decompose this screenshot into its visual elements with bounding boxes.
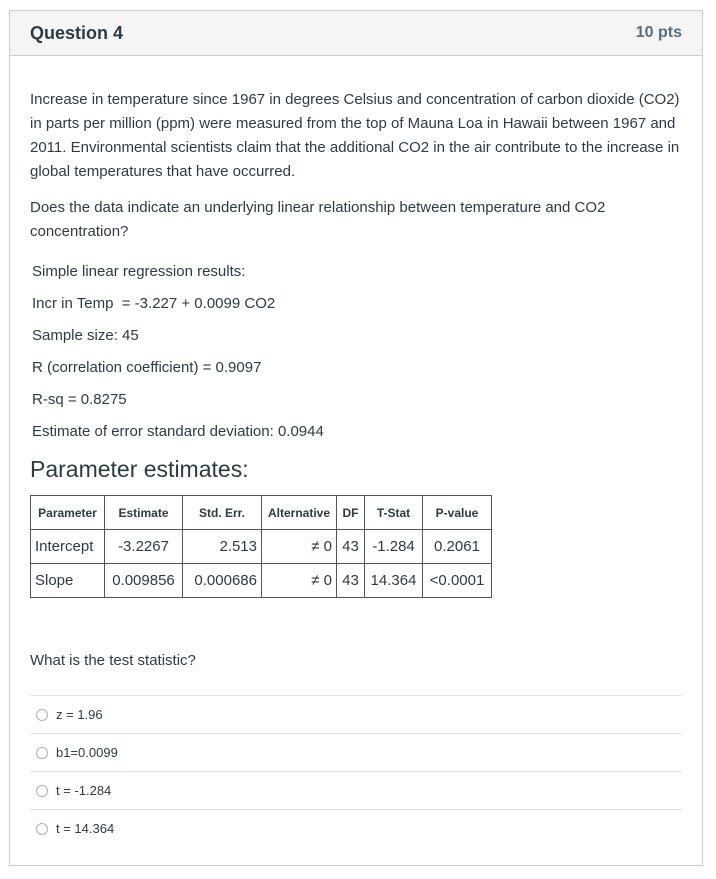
table-cell: Slope <box>31 564 105 598</box>
table-cell: ≠ 0 <box>262 530 337 564</box>
question-points: 10 pts <box>635 24 682 41</box>
col-header: T-Stat <box>365 496 423 530</box>
table-cell: <0.0001 <box>423 564 492 598</box>
answer-option[interactable] <box>30 695 682 733</box>
correlation-coefficient: R (correlation coefficient) = 0.9097 <box>32 359 262 376</box>
table-cell: 0.2061 <box>423 530 492 564</box>
answer-label: t = 14.364 <box>56 821 115 836</box>
table-cell: 14.364 <box>365 564 423 598</box>
table-cell: -1.284 <box>365 530 423 564</box>
answer-list <box>30 695 682 847</box>
regression-equation: Incr in Temp = -3.227 + 0.0099 CO2 <box>32 295 276 312</box>
answer-label: z = 1.96 <box>56 707 103 722</box>
table-cell: -3.2267 <box>105 530 183 564</box>
answer-option[interactable] <box>30 771 682 809</box>
question-header <box>10 11 702 56</box>
question-prompt: What is the test statistic? <box>30 652 196 669</box>
question-paragraph: Does the data indicate an underlying linear relationship between temperature and CO2 concentration? <box>30 199 606 240</box>
table-cell: 0.000686 <box>183 564 262 598</box>
r-squared: R-sq = 0.8275 <box>32 391 127 408</box>
table-cell: 2.513 <box>183 530 262 564</box>
parameter-estimates-heading: Parameter estimates: <box>30 456 249 482</box>
answer-label: b1=0.0099 <box>56 745 118 760</box>
error-std-dev: Estimate of error standard deviation: 0.0944 <box>32 423 324 440</box>
table-row <box>31 564 492 598</box>
col-header: DF <box>337 496 365 530</box>
table-cell: 43 <box>337 564 365 598</box>
question-title: Question 4 <box>30 22 124 43</box>
table-cell: Intercept <box>31 530 105 564</box>
col-header: Std. Err. <box>183 496 262 530</box>
table-cell: 0.009856 <box>105 564 183 598</box>
intro-paragraph: Increase in temperature since 1967 in degrees Celsius and concentration of carbon dioxide (CO2) in parts per million (ppm) were measured from the top of Mauna Loa in Hawaii between 1967 and 2011. Environmental scientists claim that the additional CO2 in the air contribute to the increase in global temperatures that have occurred. <box>30 91 680 180</box>
question-card <box>9 10 703 866</box>
table-cell: ≠ 0 <box>262 564 337 598</box>
col-header: Estimate <box>105 496 183 530</box>
radio-button[interactable] <box>36 747 48 759</box>
radio-button[interactable] <box>36 709 48 721</box>
regression-results <box>30 262 682 442</box>
answer-label: t = -1.284 <box>56 783 112 798</box>
table-cell: 43 <box>337 530 365 564</box>
regression-heading: Simple linear regression results: <box>32 263 246 280</box>
question-body <box>10 56 702 847</box>
answer-option[interactable] <box>30 733 682 771</box>
table-header-row <box>31 496 492 530</box>
parameter-estimates-table <box>30 495 492 598</box>
answer-option[interactable] <box>30 809 682 847</box>
radio-button[interactable] <box>36 785 48 797</box>
col-header: Alternative <box>262 496 337 530</box>
col-header: P-value <box>423 496 492 530</box>
sample-size: Sample size: 45 <box>32 327 139 344</box>
col-header: Parameter <box>31 496 105 530</box>
radio-button[interactable] <box>36 823 48 835</box>
table-row <box>31 530 492 564</box>
